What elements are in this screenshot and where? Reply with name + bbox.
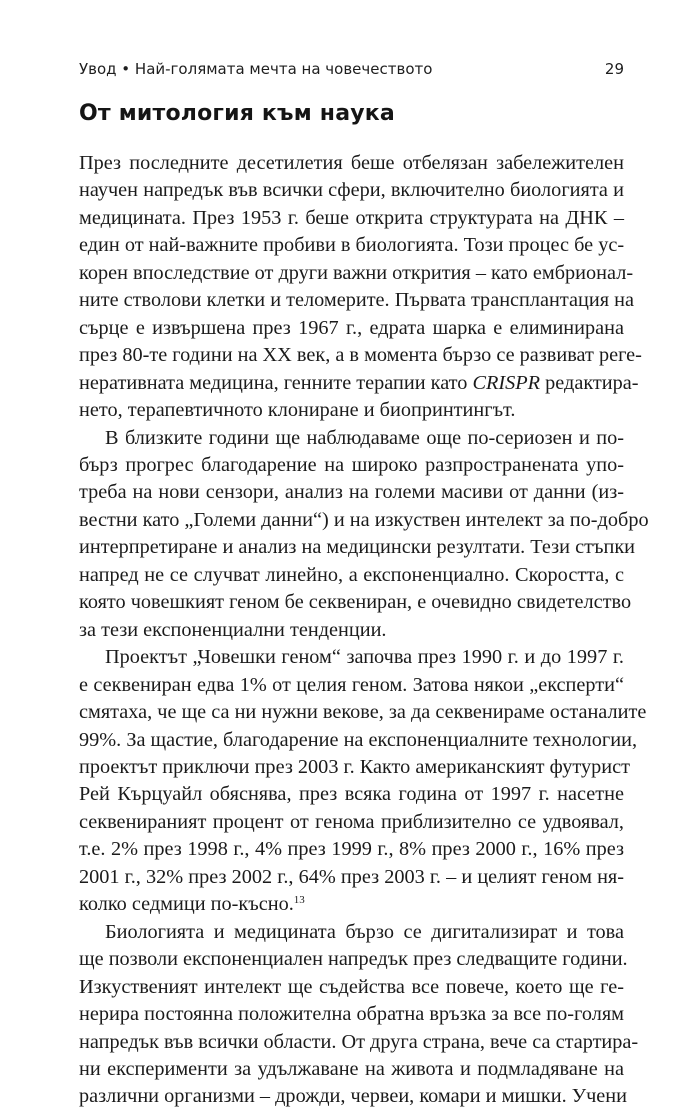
text-line: интерпретиране и анализ на медицински резултати. Тези стъпки [79, 536, 636, 559]
text-line: Проектът „Човешки геном“ започва през 1990 г. и до 1997 г. [105, 646, 624, 669]
text-line: е секвениран едва 1% от целия геном. Затова някои „експерти“ [79, 673, 624, 696]
text-line: напред не се случват линейно, а експоненциално. Скоростта, с [79, 563, 624, 586]
running-header [79, 60, 624, 82]
text-line: корен впоследствие от други важни открития – като ембрионал- [79, 261, 634, 284]
text-line: медицината. През 1953 г. беше открита структурата на ДНК – [79, 206, 624, 229]
text-line: смятаха, че ще са ни нужни векове, за да секвенираме останалите [79, 701, 647, 724]
text-line: за тези експоненциални тенденции. [79, 618, 387, 641]
text-line: 2001 г., 32% през 2002 г., 64% през 2003 г. – и целият геном ня- [79, 865, 624, 888]
text-line: напредък във всички области. От друга страна, вече са стартира- [79, 1030, 639, 1053]
body-text [79, 150, 649, 1111]
text-line: ще позволи експоненциален напредък през следващите години. [79, 948, 628, 971]
footnote-marker[interactable]: 13 [293, 894, 305, 907]
running-title: Увод • Най-голямата мечта на човечеството [79, 60, 433, 78]
text-line: неративната медицина, генните терапии като CRISPR редактира- [79, 371, 639, 394]
text-line: един от най-важните пробиви в биологията. Този процес бе ус- [79, 234, 625, 257]
text-line: през 80-те години на XX век, а в момента бързо се развиват реге- [79, 344, 642, 367]
text-line: Рей Кърцуайл обяснява, през всяка година от 1997 г. насетне [79, 783, 624, 806]
text-line: треба на нови сензори, анализ на големи масиви от данни (из- [79, 481, 624, 504]
text-line: нерира постоянна положителна обратна връзка за все по-голям [79, 1003, 624, 1026]
section-heading: От митология към наука [79, 101, 395, 126]
text-line: секвенираният процент от генома приблизително се удвоявал, [79, 810, 624, 833]
text-line: колко седмици по-късно.$^{13}$ [79, 893, 305, 916]
text-line: научен напредък във всички сфери, включително биологията и [79, 179, 624, 202]
text-line: През последните десетилетия беше отбелязан забележителен [79, 152, 624, 174]
text-line: Биологията и медицината бързо се дигитализират и това [105, 920, 624, 943]
text-line: ни експерименти за удължаване на живота и подмладяване на [79, 1057, 624, 1080]
text-line: т.е. 2% през 1998 г., 4% през 1999 г., 8% през 2000 г., 16% през [79, 838, 624, 861]
text-line: различни организми – дрожди, червеи, комари и мишки. Учени [79, 1085, 628, 1108]
italic-term: CRISPR [472, 371, 541, 394]
page-number: 29 [604, 60, 624, 78]
text-line: вестни като „Големи данни“) и на изкуствен интелект за по-добро [79, 508, 649, 531]
text-line: 99%. За щастие, благодарение на експоненциалните технологии, [79, 728, 638, 751]
text-line: ните стволови клетки и теломерите. Първата трансплантация на [79, 289, 634, 312]
text-line: нето, терапевтичното клониране и биопринтингът. [79, 399, 516, 422]
text-line: сърце е извършена през 1967 г., едрата шарка е елиминирана [79, 316, 624, 339]
text-line: бърз прогрес благодарение на широко разпространената упо- [79, 453, 624, 476]
text-line: проектът приключи през 2003 г. Както американският футурист [79, 755, 630, 778]
text-line: В близките години ще наблюдаваме още по-сериозен и по- [105, 426, 624, 449]
text-line: Изкуственият интелект ще съдейства все повече, което ще ге- [79, 975, 624, 998]
text-line: която човешкият геном бе секвениран, е очевидно свидетелство [79, 591, 632, 614]
